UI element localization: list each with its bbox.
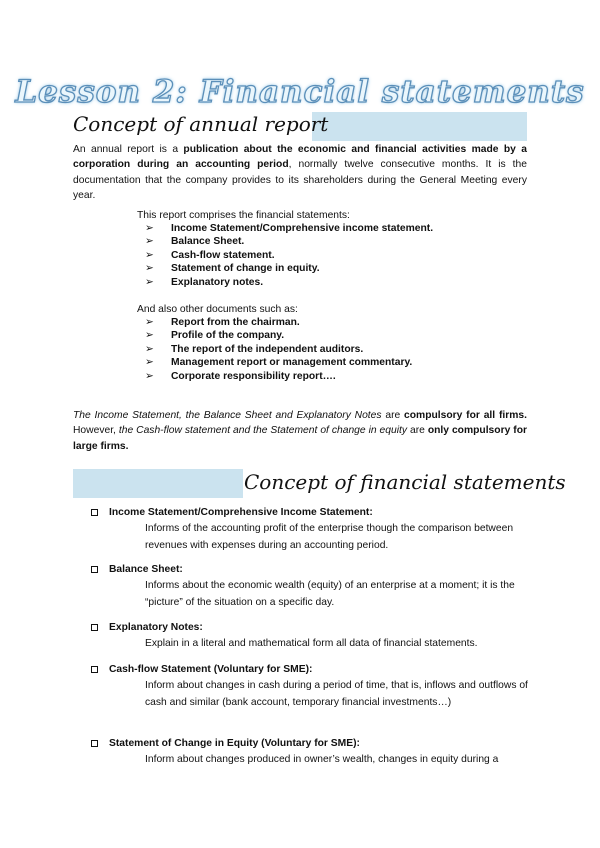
other-documents-list [137, 316, 412, 383]
list2-intro: And also other documents such as: [137, 304, 298, 315]
arrow-bullet-icon: ➢ [145, 317, 154, 328]
list-item: ➢ Balance Sheet. [145, 236, 245, 248]
list-item: ➢ Income Statement/Comprehensive income statement. [145, 223, 434, 234]
arrow-bullet-icon: ➢ [145, 276, 154, 288]
checkbox-bullet-icon [91, 509, 98, 516]
statement-item: Balance Sheet: Informs about the economic wealth (equity) of an enterprise at a moment; it is the “picture” of the situation on a specific day. [91, 562, 531, 611]
lesson-title: Lesson 2: Financial statements [15, 74, 585, 110]
arrow-bullet-icon: ➢ [145, 370, 154, 382]
statement-item: Income Statement/Comprehensive Income Statement: Informs of the accounting profit of the enterprise though the comparison between revenues with expenses during an accounting period. [91, 505, 531, 554]
heading-highlight-bar [73, 469, 243, 498]
list1-intro: This report comprises the financial statements: [137, 210, 350, 221]
list-item: ➢ Profile of the company. [145, 330, 285, 342]
financial-statements-list [137, 222, 433, 289]
annual-report-paragraph: An annual report is a publication about the economic and financial activities made by a corporation during an accounting period, normally twelve consecutive months. It is the documentation that the company provides to its shareholders during the General Meeting every year. [73, 144, 527, 201]
section-heading-annual-report: Concept of annual report [73, 112, 329, 136]
checkbox-bullet-icon [91, 666, 98, 673]
list-item: ➢ Cash-flow statement. [145, 249, 275, 261]
arrow-bullet-icon: ➢ [145, 357, 154, 369]
list-item: ➢ Explanatory notes. [145, 276, 264, 288]
arrow-bullet-icon: ➢ [145, 249, 154, 261]
arrow-bullet-icon: ➢ [145, 263, 154, 275]
arrow-bullet-icon: ➢ [145, 223, 154, 234]
section-heading-financial-statements: Concept of financial statements [244, 470, 566, 494]
arrow-bullet-icon: ➢ [145, 330, 154, 342]
list-item: ➢ The report of the independent auditors. [145, 343, 364, 355]
statement-item: Cash-flow Statement (Voluntary for SME): Inform about changes in cash during a period of time, that is, inflows and outflows of cash and similar (bank account, temporary financial investments…) [91, 662, 531, 711]
checkbox-bullet-icon [91, 566, 98, 573]
list-item: ➢ Corporate responsibility report…. [145, 370, 336, 382]
list-item: ➢ Statement of change in equity. [145, 263, 320, 275]
compulsory-note-paragraph: The Income Statement, the Balance Sheet and Explanatory Notes are compulsory for all firms. However, the Cash-flow statement and the Statement of change in equity are only compulsory for large firms. [73, 410, 527, 452]
checkbox-bullet-icon [91, 624, 98, 631]
arrow-bullet-icon: ➢ [145, 236, 154, 248]
heading-highlight-bar [312, 112, 527, 141]
arrow-bullet-icon: ➢ [145, 343, 154, 355]
checkbox-bullet-icon [91, 740, 98, 747]
list-item: ➢ Management report or management commentary. [145, 357, 413, 369]
statement-item: Statement of Change in Equity (Voluntary for SME): Inform about changes produced in owner’s wealth, changes in equity during a [91, 736, 531, 768]
statement-item: Explanatory Notes: Explain in a literal and mathematical form all data of financial statements. [91, 620, 531, 652]
list-item: ➢ Report from the chairman. [145, 317, 300, 328]
